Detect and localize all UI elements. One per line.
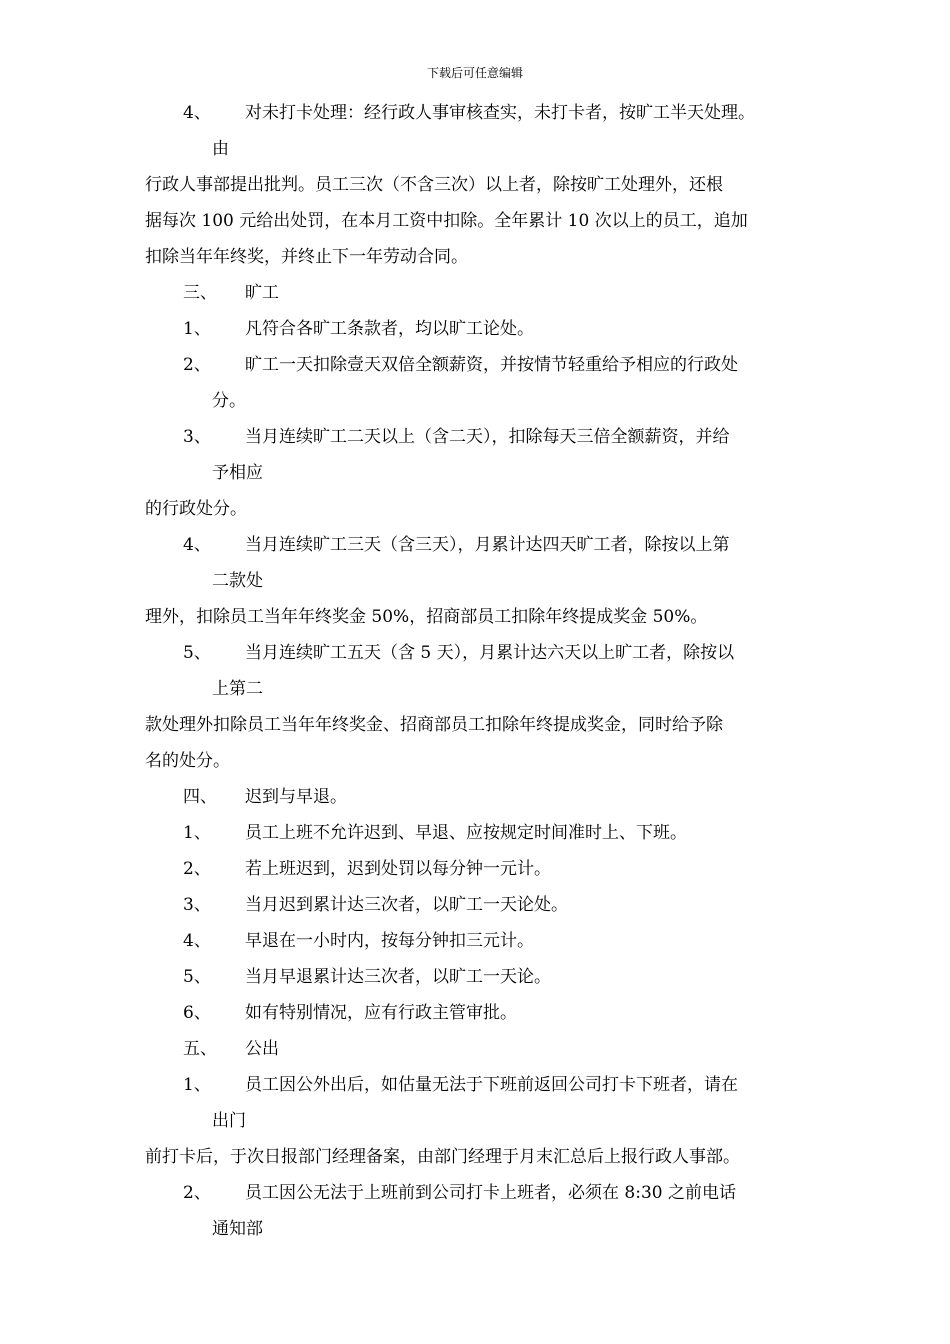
text-line [145,1031,815,1067]
page-header: 下载后可任意编辑 [426,66,523,80]
item-number: 1、 [183,1075,211,1095]
item-number: 5、 [183,643,211,663]
text-line [145,383,815,419]
paragraph-text: 扣除当年年终奖，并终止下一年劳动合同。 [145,247,468,267]
item-text: 如有特别情况，应有行政主管审批。 [245,1003,517,1023]
paragraph-text: 据每次 100 元给出处罚，在本月工资中扣除。全年累计 10 次以上的员工，追加 [145,211,748,231]
text-line [145,743,815,779]
item-number: 4、 [183,535,211,555]
text-line [145,1211,815,1247]
item-text: 凡符合各旷工条款者，均以旷工论处。 [245,319,534,339]
text-line [145,671,815,707]
continuation-text: 出门 [212,1111,246,1131]
item-text: 员工因公无法于上班前到公司打卡上班者，必须在 8:30 之前电话 [245,1183,736,1203]
item-number: 4、 [183,103,211,123]
text-line [145,995,815,1031]
item-number: 2、 [183,355,211,375]
text-line [145,203,815,239]
item-number: 2、 [183,859,211,879]
item-number: 5、 [183,967,211,987]
continuation-text: 由 [212,139,229,159]
text-line [145,131,815,167]
item-number: 三、 [183,283,217,303]
item-number: 四、 [183,787,217,807]
item-text: 旷工 [245,283,279,303]
text-line [145,815,815,851]
item-text: 当月连续旷工五天（含 5 天），月累计达六天以上旷工者，除按以 [245,643,735,663]
item-text: 当月早退累计达三次者，以旷工一天论。 [245,967,551,987]
item-number: 3、 [183,895,211,915]
text-line [145,1139,815,1175]
continuation-text: 二款处 [212,571,263,591]
item-text: 当月连续旷工二天以上（含二天），扣除每天三倍全额薪资，并给 [245,427,730,447]
text-line [145,167,815,203]
item-text: 旷工一天扣除壹天双倍全额薪资，并按情节轻重给予相应的行政处 [245,355,738,375]
item-text: 员工上班不允许迟到、早退、应按规定时间准时上、下班。 [245,823,687,843]
item-number: 2、 [183,1183,211,1203]
item-text: 对未打卡处理：经行政人事审核查实，未打卡者，按旷工半天处理。 [245,103,755,123]
text-line [145,347,815,383]
item-text: 若上班迟到，迟到处罚以每分钟一元计。 [245,859,551,879]
item-number: 3、 [183,427,211,447]
document-body [145,95,815,1247]
text-line [145,1103,815,1139]
item-text: 公出 [245,1039,279,1059]
item-number: 6、 [183,1003,211,1023]
item-number: 1、 [183,319,211,339]
item-text: 员工因公外出后，如估量无法于下班前返回公司打卡下班者，请在 [245,1075,738,1095]
paragraph-text: 前打卡后，于次日报部门经理备案，由部门经理于月末汇总后上报行政人事部。 [145,1147,740,1167]
paragraph-text: 理外，扣除员工当年年终奖金 50%，招商部员工扣除年终提成奖金 50%。 [145,607,708,627]
continuation-text: 予相应 [212,463,263,483]
paragraph-text: 的行政处分。 [145,499,247,519]
text-line [145,959,815,995]
continuation-text: 分。 [212,391,246,411]
text-line [145,419,815,455]
text-line [145,851,815,887]
text-line [145,491,815,527]
text-line [145,239,815,275]
continuation-text: 上第二 [212,679,263,699]
paragraph-text: 款处理外扣除员工当年年终奖金、招商部员工扣除年终提成奖金，同时给予除 [145,715,723,735]
text-line [145,779,815,815]
text-line [145,635,815,671]
item-text: 迟到与早退。 [245,787,347,807]
text-line [145,1067,815,1103]
item-text: 当月连续旷工三天（含三天），月累计达四天旷工者，除按以上第 [245,535,730,555]
item-number: 1、 [183,823,211,843]
text-line [145,527,815,563]
text-line [145,95,815,131]
text-line [145,1175,815,1211]
text-line [145,887,815,923]
paragraph-text: 行政人事部提出批判。员工三次（不含三次）以上者，除按旷工处理外，还根 [145,175,723,195]
text-line [145,311,815,347]
paragraph-text: 名的处分。 [145,751,230,771]
item-number: 五、 [183,1039,217,1059]
text-line [145,923,815,959]
text-line [145,563,815,599]
continuation-text: 通知部 [212,1219,263,1239]
text-line [145,275,815,311]
text-line [145,707,815,743]
item-text: 早退在一小时内，按每分钟扣三元计。 [245,931,534,951]
text-line [145,455,815,491]
item-text: 当月迟到累计达三次者，以旷工一天论处。 [245,895,568,915]
item-number: 4、 [183,931,211,951]
text-line [145,599,815,635]
